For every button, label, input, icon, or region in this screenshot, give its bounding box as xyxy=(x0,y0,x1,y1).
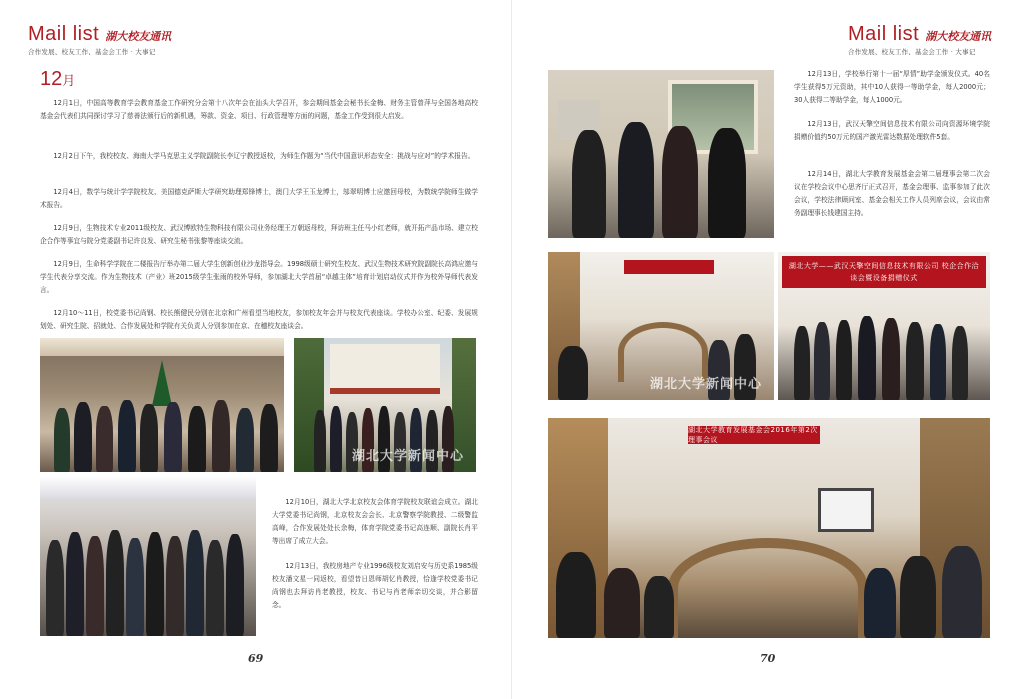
photo-beijing-alumni xyxy=(40,338,284,472)
month-unit: 月 xyxy=(62,73,76,88)
brand-chinese: 湖大校友通讯 xyxy=(105,30,172,43)
paragraph: 12月10～11日，校党委书记尚钢、校长熊健民分别在北京和广州看望当地校友，参加校友年会并与校友代表座谈。学校办公室、纪委、发展规划处、研究生院、招就处、合作发展处和学院有关负责人分别参加在京、在穗校友座谈会。 xyxy=(40,309,478,330)
brand-chinese: 湖大校友通讯 xyxy=(925,30,992,43)
photo-software-donation-talk xyxy=(548,252,774,400)
masthead-left xyxy=(28,24,171,58)
paragraph: 12月10日，湖北大学北京校友会体育学院校友联谊会成立。湖北大学党委书记尚钢，北京校友会会长、北京警察学院教授、二级警监高峰，合作发展处处长余梅，体育学院党委书记高连顺、副院长肖平等出席了成立大会。 xyxy=(272,498,478,545)
paragraph: 12月14日，湖北大学教育发展基金会第二届理事会第二次会议在学校会议中心思齐厅正式召开，基金会理事、监事参加了此次会议，学校法律顾问室、基金会相关工作人员列席会议，会议由常务副理事长钱建国主持。 xyxy=(794,170,990,217)
brand-english: Mail list xyxy=(28,23,100,45)
brand xyxy=(28,24,171,44)
meeting-banner: 湖北大学教育发展基金会2016年第2次理事会议 xyxy=(688,426,820,444)
photo-sports-alumni-group xyxy=(40,476,256,636)
masthead-tagline: 合作发展、校友工作、基金会工作 · 大事记 xyxy=(848,48,976,56)
month-number: 12 xyxy=(40,68,63,90)
paragraph: 12月9日，生物技术专业2011级校友、武汉博欧特生物科技有限公司业务经理王万朝返母校，拜访班主任马小红老师，就开拓产品市场、建立校企合作等事宜与院分党委副书记许良发、研究生秘书张黎等座谈交流。 xyxy=(40,224,478,245)
paragraph: 12月4日，数学与统计学学院校友、美国德克萨斯大学研究助理郑锋博士，澳门大学王玉龙博士，邬翠明博士应邀回母校，为数统学院师生做学术报告。 xyxy=(40,188,478,209)
brand-english: Mail list xyxy=(848,23,920,45)
paragraph: 12月13日，武汉天擎空间信息技术有限公司向资源环境学院捐赠价值约50万元的国产激光雷达数据处理软件5套。 xyxy=(794,120,990,141)
paragraph: 12月1日，中国高等教育学会教育基金工作研究分会第十八次年会在汕头大学召开，参会期间基金会秘书长金梅、财务主管曾萍与全国各地高校基金会代表们共同探讨学习了慈善法颁行后的新机遇，筹款、资金、项目、行政管理等方面的问题，基金工作受到很大启发。 xyxy=(40,99,478,120)
paragraph: 12月13日，学校举行第十一届“厚情”助学金颁发仪式。40名学生获得5万元资助，其中10人获得一等助学金，每人2000元；30人获得二等助学金，每人1000元。 xyxy=(794,70,990,104)
ceremony-banner: 湖北大学——武汉天擎空间信息技术有限公司 校企合作洽谈会暨设备捐赠仪式 xyxy=(782,256,986,288)
paragraph: 12月13日，我校房地产专业1996级校友刘启安与历史系1985级校友潘文星一同返校，看望昔日恩师胡忆肖教授，恰逢学校党委书记尚钢也去拜访肖老教授，校友、书记与肖老师亲切交谈，并合影留念。 xyxy=(272,562,478,609)
page-number-right: 70 xyxy=(760,652,776,665)
photo-board-meeting xyxy=(548,418,990,638)
brand xyxy=(848,24,991,44)
month-heading xyxy=(40,68,75,91)
paragraph: 12月2日下午，我校校友、海南大学马克思主义学院副院长李辽宁教授返校，为师生作题为“当代中国意识形态安全：挑战与应对”的学术报告。 xyxy=(53,152,475,160)
masthead-tagline: 合作发展、校友工作、基金会工作 · 大事记 xyxy=(28,48,156,56)
photo-guangzhou-alumni xyxy=(294,338,476,472)
photo-teacher-visit xyxy=(548,70,774,238)
page-number-left: 69 xyxy=(248,652,264,665)
paragraph: 12月9日，生命科学学院在二楼报告厅举办第二届大学生创新创业沙龙指导会。1998级硕士研究生校友、武汉生物技术研究院副院长高鸿应邀与学生代表分享交流。作为生物技术（产业）班2015级学生张雨的校外导师，参加湖北大学首届“卓越主体”培育计划启动仪式并作为校外导师代表发言。 xyxy=(40,260,478,294)
masthead-right xyxy=(848,24,991,58)
photo-watermark: 湖北大学新闻中心 xyxy=(351,449,464,464)
right-page xyxy=(512,0,1024,699)
photo-watermark: 湖北大学新闻中心 xyxy=(649,377,762,392)
photo-signing-ceremony xyxy=(778,252,990,400)
